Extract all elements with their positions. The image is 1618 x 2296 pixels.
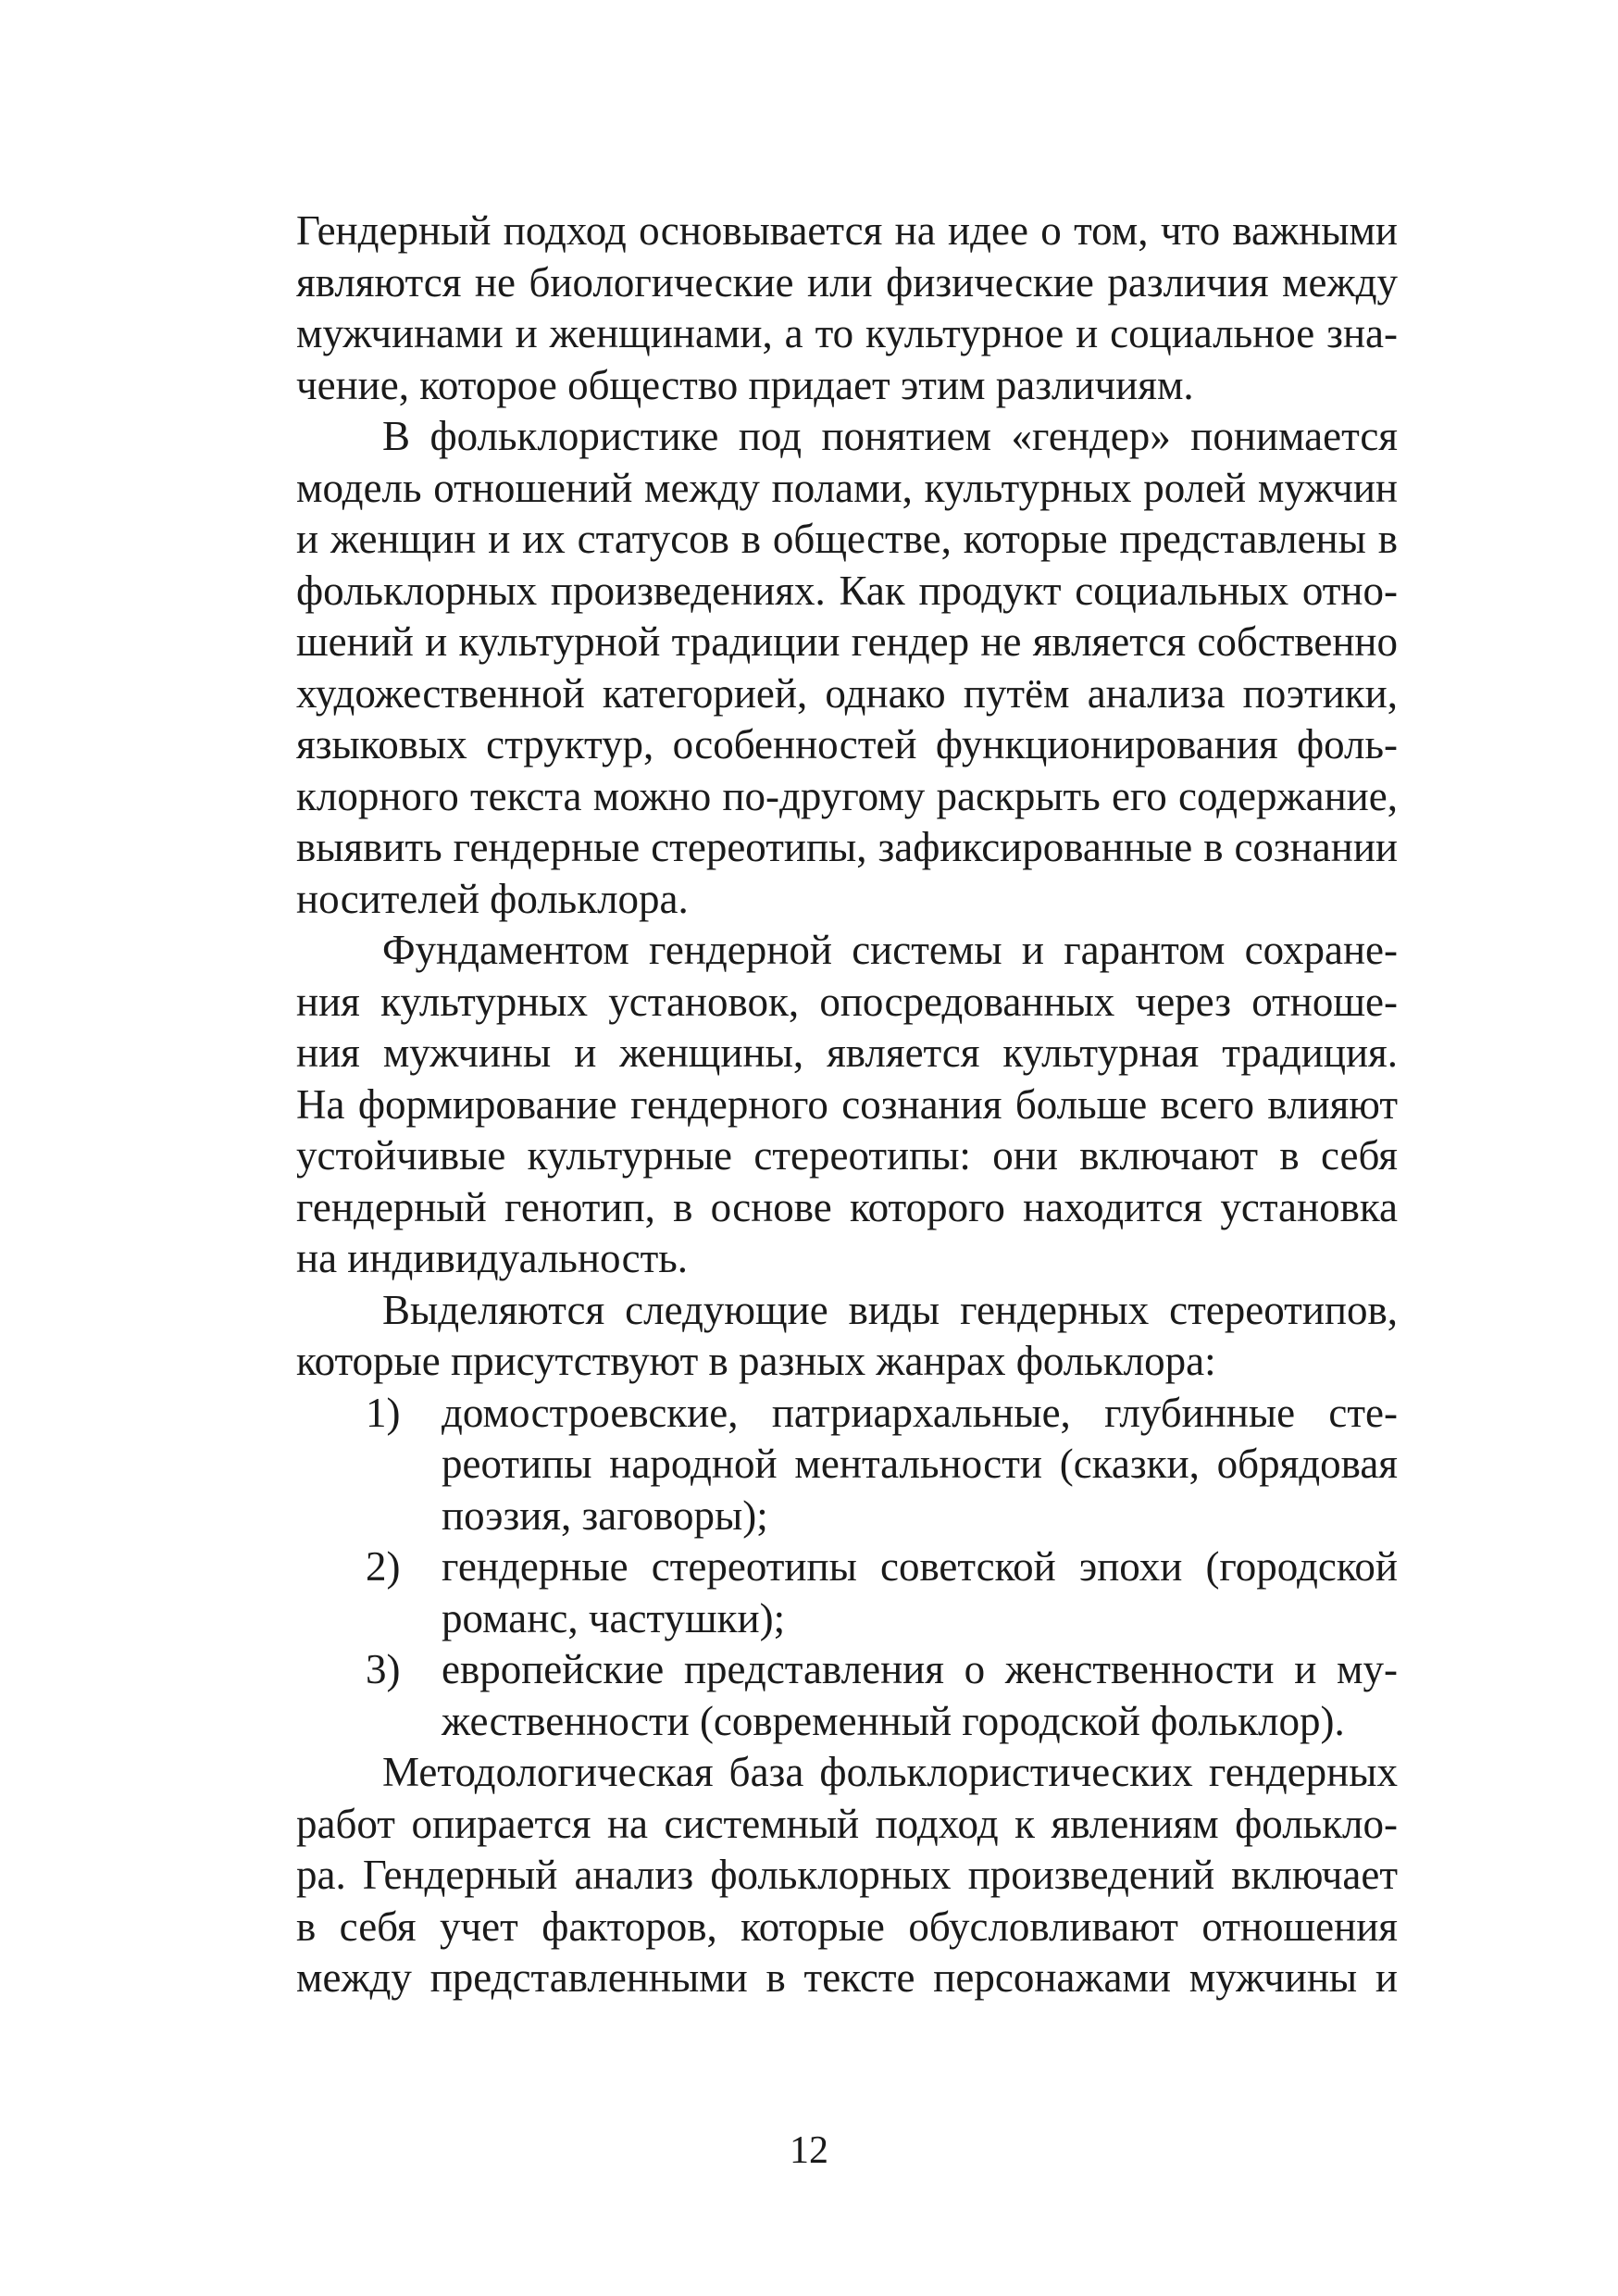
text-line: языковых структур, особенностей функционирования фоль- bbox=[296, 721, 1398, 767]
text-line: носителей фольклора. bbox=[296, 875, 689, 922]
list-item-3 bbox=[296, 1644, 1398, 1696]
text-line: Гендерный подход основывается на идее о том, что важными bbox=[296, 207, 1398, 254]
text-line: на индивидуальность. bbox=[296, 1235, 689, 1281]
text-line: шений и культурной традиции гендер не является собственно bbox=[296, 618, 1398, 665]
list-marker: 3) bbox=[366, 1646, 401, 1692]
page-number: 12 bbox=[790, 2129, 828, 2172]
text-line: ния мужчины и женщины, является культурная традиция. bbox=[296, 1029, 1398, 1076]
paragraph-first-line: В фольклористике под понятием «гендер» понимается bbox=[382, 413, 1398, 459]
text-line: поэзия, заговоры); bbox=[442, 1491, 768, 1539]
text-line: ния культурных установок, опосредованных через отноше- bbox=[296, 978, 1398, 1025]
text-line: романс, частушки); bbox=[442, 1594, 786, 1641]
text-line: выявить гендерные стереотипы, зафиксированные в сознании bbox=[296, 824, 1398, 870]
text-line: и женщин и их статусов в обществе, которые представлены в bbox=[296, 516, 1398, 562]
list-item-text: гендерные стереотипы советской эпохи (городской bbox=[442, 1543, 1398, 1590]
list-marker: 2) bbox=[366, 1543, 401, 1590]
text-line: фольклорных произведениях. Как продукт социальных отно- bbox=[296, 567, 1398, 614]
body-text bbox=[296, 206, 1398, 2004]
list-item-1 bbox=[296, 1388, 1398, 1440]
list-marker: 1) bbox=[366, 1389, 401, 1436]
text-line: ра. Гендерный анализ фольклорных произведений включает bbox=[296, 1852, 1398, 1898]
text-line: реотипы народной ментальности (сказки, обрядовая bbox=[442, 1441, 1398, 1487]
paragraph-first-line: Фундаментом гендерной системы и гарантом сохране- bbox=[382, 927, 1398, 973]
text-line: являются не биологические или физические различия между bbox=[296, 258, 1398, 306]
text-line: модель отношений между полами, культурных ролей мужчин bbox=[296, 464, 1398, 511]
list-item-2 bbox=[296, 1541, 1398, 1593]
text-line: устойчивые культурные стереотипы: они включают в себя bbox=[296, 1132, 1398, 1179]
text-line: мужчинами и женщинами, а то культурное и социальное зна- bbox=[296, 310, 1398, 356]
text-line: которые присутствуют в разных жанрах фольклора: bbox=[296, 1338, 1216, 1384]
text-line: жественности (современный городской фольклор). bbox=[442, 1697, 1345, 1744]
list-item-text: европейские представления о женственности и му- bbox=[442, 1646, 1398, 1692]
paragraph-first-line: Выделяются следующие виды гендерных стереотипов, bbox=[382, 1286, 1398, 1333]
text-line: гендерный генотип, в основе которого находится установка bbox=[296, 1183, 1398, 1230]
paragraph-first-line: Методологическая база фольклористических гендерных bbox=[382, 1749, 1398, 1795]
text-line: работ опирается на системный подход к явлениям фолькло- bbox=[296, 1800, 1398, 1847]
text-line: На формирование гендерного сознания больше всего влияют bbox=[296, 1080, 1398, 1128]
text-line: чение, которое общество придает этим различиям. bbox=[296, 361, 1194, 408]
list-item-text: домостроевские, патриархальные, глубинные сте- bbox=[442, 1389, 1398, 1436]
text-line: в себя учет факторов, которые обусловливают отношения bbox=[296, 1903, 1398, 1950]
text-line: художественной категорией, однако путём анализа поэтики, bbox=[296, 669, 1398, 717]
text-line: между представленными в тексте персонажами мужчины и bbox=[296, 1954, 1398, 2001]
text-line: клорного текста можно по-другому раскрыть его содержание, bbox=[296, 772, 1398, 819]
